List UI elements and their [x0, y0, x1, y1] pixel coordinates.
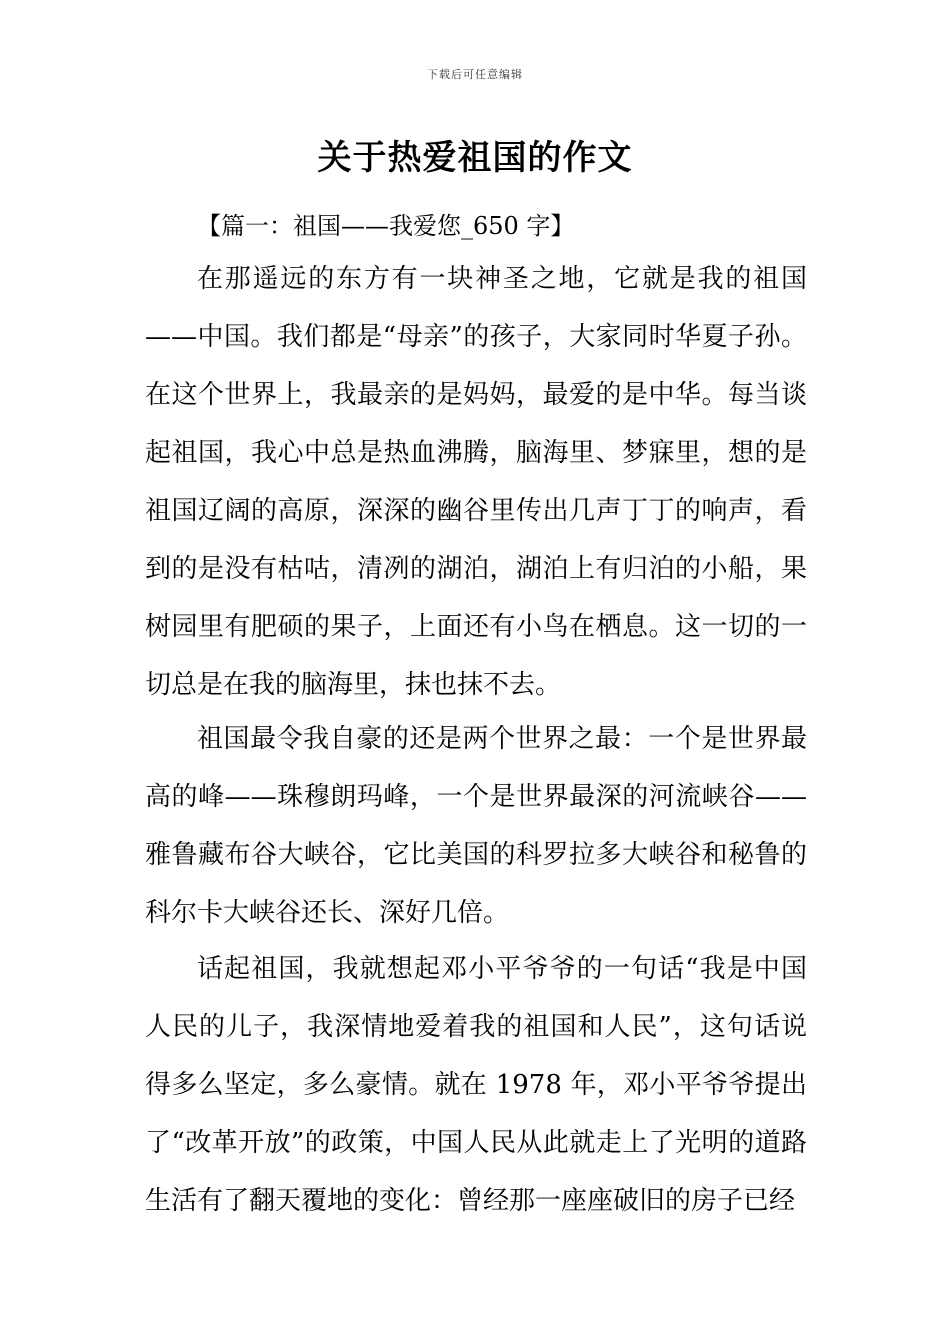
paragraph-3: 话起祖国，我就想起邓小平爷爷的一句话“我是中国人民的儿子，我深情地爱着我的祖国和人民”，这句话说得多么坚定，多么豪情。就在 1978 年，邓小平爷爷提出了“改革开放”的政策，中国人民从此就走上了光明的道路生活有了翻天覆地的变化：曾经那一座座破旧的房子已经 — [145, 954, 807, 1216]
header-note: 下载后可任意编辑 — [427, 68, 523, 81]
section-heading: 【篇一：祖国——我爱您_650 字】 — [197, 212, 575, 240]
paragraph-2: 祖国最令我自豪的还是两个世界之最：一个是世界最高的峰——珠穆朗玛峰，一个是世界最深的河流峡谷——雅鲁藏布谷大峡谷，它比美国的科罗拉多大峡谷和秘鲁的科尔卡大峡谷还长、深好几倍。 — [145, 724, 807, 928]
document-title: 关于热爱祖国的作文 — [317, 138, 633, 178]
paragraph-1: 在那遥远的东方有一块神圣之地，它就是我的祖国——中国。我们都是“母亲”的孩子，大家同时华夏子孙。在这个世界上，我最亲的是妈妈，最爱的是中华。每当谈起祖国，我心中总是热血沸腾，脑海里、梦寐里，想的是祖国辽阔的高原，深深的幽谷里传出几声丁丁的响声，看到的是没有枯咕，清冽的湖泊，湖泊上有归泊的小船，果树园里有肥硕的果子，上面还有小鸟在栖息。这一切的一切总是在我的脑海里，抹也抹不去。 — [145, 264, 807, 700]
